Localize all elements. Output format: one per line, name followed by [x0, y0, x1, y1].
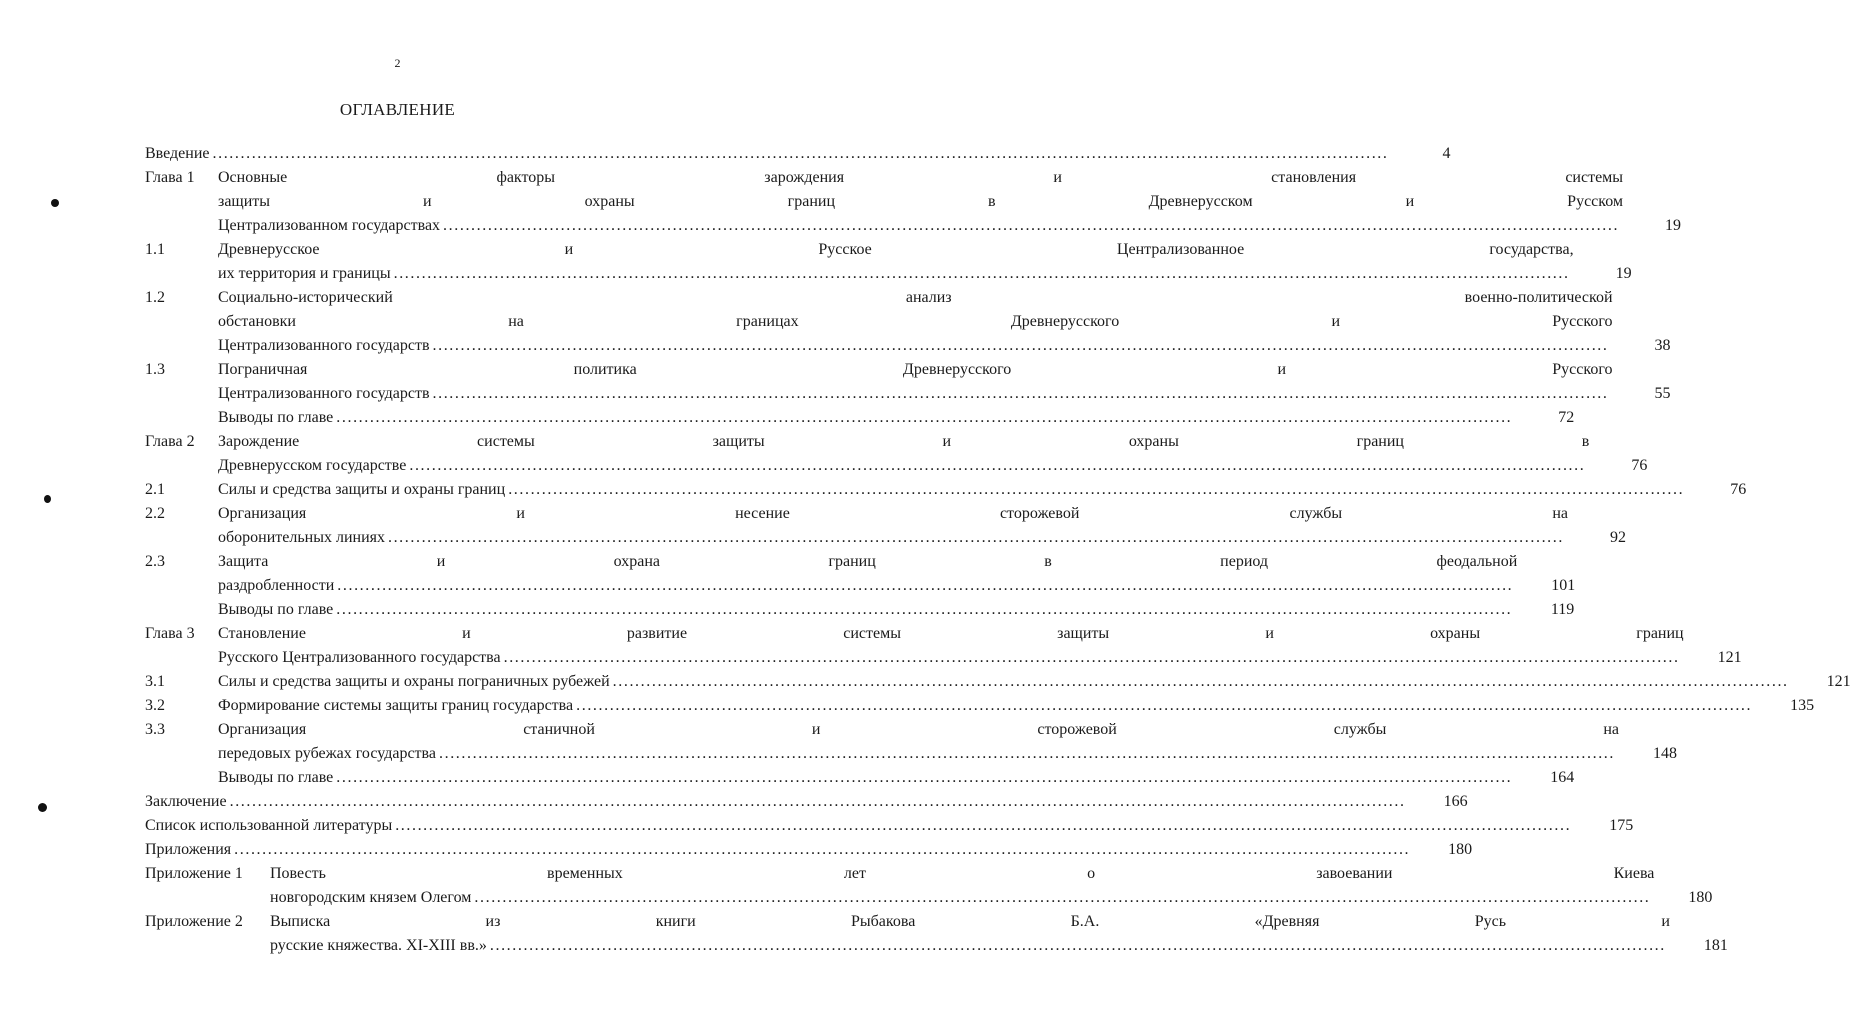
dot-leader — [576, 694, 1752, 718]
toc-entry-number: 3.2 — [145, 697, 165, 714]
toc-entry[interactable] — [145, 718, 1677, 766]
dot-leader — [504, 646, 1680, 670]
dot-leader — [443, 214, 1619, 238]
toc-page-number: 101 — [1551, 577, 1576, 594]
dot-leader — [409, 454, 1585, 478]
dot-leader — [395, 814, 1571, 838]
toc-entry-text: Становление и развитие системы защиты и охраны границ — [218, 625, 1684, 642]
toc-page-number: 164 — [1550, 769, 1575, 786]
toc-page-number: 92 — [1609, 529, 1626, 546]
toc-entry[interactable] — [145, 622, 1742, 670]
toc-entry[interactable] — [145, 478, 1747, 502]
toc-page-number: 121 — [1717, 649, 1742, 666]
toc-entry[interactable] — [145, 766, 1575, 790]
toc-entry-text: Силы и средства защиты и охраны пограничных рубежей — [218, 673, 610, 690]
toc-entry-last-line — [270, 934, 1728, 958]
dot-leader — [213, 142, 1389, 166]
dot-leader — [388, 526, 1564, 550]
toc-entry-last-line — [218, 334, 1671, 358]
table-of-contents — [145, 142, 1851, 958]
toc-entry[interactable] — [145, 814, 1634, 838]
toc-entry-number: Глава 3 — [145, 625, 195, 642]
toc-entry-last-line — [270, 886, 1712, 910]
toc-entry[interactable] — [145, 166, 1682, 238]
toc-entry-number: Приложение 1 — [145, 865, 243, 882]
toc-entry-last-line — [218, 646, 1742, 670]
dot-leader — [433, 334, 1609, 358]
toc-entry-last-line — [145, 790, 1468, 814]
toc-entry-last-line — [218, 454, 1647, 478]
toc-entry[interactable] — [145, 862, 1713, 910]
dot-leader — [613, 670, 1789, 694]
toc-entry[interactable] — [145, 670, 1851, 694]
toc-entry-text: Введение — [145, 145, 210, 162]
page-title: ОГЛАВЛЕНИЕ — [339, 100, 456, 119]
toc-entry-number: Глава 1 — [145, 169, 195, 186]
toc-entry-text: Зарождение системы защиты и охраны границ в — [218, 433, 1590, 450]
toc-entry-last-line — [145, 814, 1633, 838]
toc-entry-body — [270, 910, 1728, 958]
toc-entry-text: Древнерусское и Русское Централизованное государства, — [218, 241, 1574, 258]
toc-entry[interactable] — [145, 358, 1671, 406]
scan-speck — [44, 495, 51, 503]
toc-entry-number: Приложение 2 — [145, 913, 243, 930]
toc-page-number: 72 — [1558, 409, 1575, 426]
dot-leader — [336, 406, 1512, 430]
toc-entry[interactable] — [145, 838, 1473, 862]
toc-page-number: 166 — [1443, 793, 1468, 810]
toc-entry-text: Централизованном государствах — [218, 217, 441, 234]
scan-speck — [51, 199, 59, 207]
toc-entry-text: Защита и охрана границ в период феодальной — [218, 553, 1518, 570]
toc-entry-number: 2.2 — [145, 505, 165, 522]
toc-page-number: 180 — [1448, 841, 1473, 858]
toc-entry-text: Русского Централизованного государства — [218, 649, 501, 666]
toc-entry[interactable] — [145, 502, 1626, 550]
toc-entry[interactable] — [145, 430, 1648, 478]
toc-entry-body — [218, 502, 1626, 550]
toc-entry-text: обстановки на границах Древнерусского и Русского — [218, 313, 1613, 330]
page-number: 2 — [394, 56, 401, 70]
toc-entry-text: оборонительных линиях — [218, 529, 385, 546]
toc-page-number: 4 — [1442, 145, 1451, 162]
toc-entry-text: русские княжества. XI-XIII вв.» — [270, 937, 487, 954]
toc-page-number: 19 — [1665, 217, 1682, 234]
toc-entry-body — [218, 766, 1574, 790]
toc-entry-text: Выводы по главе — [218, 769, 334, 786]
toc-entry-body — [218, 358, 1671, 406]
toc-entry[interactable] — [145, 910, 1728, 958]
toc-entry-number: 2.3 — [145, 553, 165, 570]
toc-entry[interactable] — [145, 286, 1671, 358]
toc-entry-body — [218, 598, 1574, 622]
toc-entry-text: Пограничная политика Древнерусского и Русского — [218, 361, 1613, 378]
toc-entry-number: 1.1 — [145, 241, 165, 258]
toc-entry-text: Выписка из книги Рыбакова Б.А. «Древняя Русь и — [270, 913, 1670, 930]
toc-page-number: 121 — [1826, 673, 1851, 690]
toc-page-number: 181 — [1703, 937, 1728, 954]
toc-entry-body — [218, 238, 1632, 286]
toc-entry-last-line — [218, 382, 1671, 406]
toc-entry-last-line — [145, 142, 1451, 166]
toc-entry-number: 1.2 — [145, 289, 165, 306]
toc-entry-last-line — [218, 262, 1632, 286]
toc-entry-text: их территория и границы — [218, 265, 391, 282]
toc-entry-text: Централизованного государств — [218, 385, 430, 402]
toc-page-number: 148 — [1653, 745, 1677, 762]
toc-entry-text: Повесть временных лет о завоевании Киева — [270, 865, 1655, 882]
dot-leader — [433, 382, 1609, 406]
toc-entry-body — [218, 718, 1677, 766]
toc-entry-text: передовых рубежах государства — [218, 745, 436, 762]
toc-entry-text: Выводы по главе — [218, 409, 334, 426]
toc-entry-text: Организация станичной и сторожевой службы на — [218, 721, 1619, 738]
toc-entry-last-line — [145, 838, 1472, 862]
toc-entry-body — [218, 406, 1574, 430]
toc-page-number: 76 — [1631, 457, 1648, 474]
toc-entry-body — [270, 862, 1712, 910]
toc-entry-last-line — [218, 766, 1574, 790]
toc-entry-text: Формирование системы защиты границ государства — [218, 697, 574, 714]
dot-leader — [336, 766, 1512, 790]
toc-entry-text: Основные факторы зарождения и становления системы — [218, 169, 1624, 186]
toc-entry-body — [218, 286, 1671, 358]
toc-entry-text: защиты и охраны границ в Древнерусском и Русском — [218, 193, 1624, 210]
toc-entry-body — [145, 790, 1468, 814]
toc-entry-number: 3.3 — [145, 721, 165, 738]
toc-entry-body — [218, 166, 1681, 238]
toc-entry-text: Централизованного государств — [218, 337, 430, 354]
toc-entry-number: 2.1 — [145, 481, 165, 498]
toc-entry-text: Заключение — [145, 793, 227, 810]
toc-page-number: 55 — [1654, 385, 1671, 402]
dot-leader — [508, 478, 1684, 502]
toc-page-number: 175 — [1609, 817, 1634, 834]
toc-entry-text: Силы и средства защиты и охраны границ — [218, 481, 506, 498]
toc-entry-number: 3.1 — [145, 673, 165, 690]
toc-entry-body — [218, 622, 1742, 670]
toc-entry-text: Приложения — [145, 841, 232, 858]
toc-entry-number: 1.3 — [145, 361, 165, 378]
dot-leader — [439, 742, 1615, 766]
toc-entry-body — [218, 430, 1647, 478]
toc-entry-text: Организация и несение сторожевой службы на — [218, 505, 1568, 522]
toc-entry-text: раздробленности — [218, 577, 335, 594]
toc-entry-last-line — [218, 694, 1814, 718]
toc-entry[interactable] — [145, 238, 1632, 286]
toc-page-number: 19 — [1615, 265, 1632, 282]
toc-entry-last-line — [218, 742, 1677, 766]
toc-entry-last-line — [218, 478, 1746, 502]
toc-entry[interactable] — [145, 550, 1576, 598]
toc-entry[interactable] — [145, 598, 1575, 622]
toc-entry-body — [145, 142, 1451, 166]
dot-leader — [230, 790, 1406, 814]
toc-page-number: 180 — [1688, 889, 1713, 906]
toc-entry-text: новгородским князем Олегом — [270, 889, 472, 906]
toc-entry-body — [145, 814, 1633, 838]
toc-entry-text: Социально-исторический анализ военно-политической — [218, 289, 1613, 306]
toc-page-number: 135 — [1790, 697, 1815, 714]
toc-entry-body — [218, 670, 1851, 694]
toc-entry[interactable] — [145, 406, 1575, 430]
toc-page-number: 38 — [1654, 337, 1671, 354]
toc-entry-body — [218, 694, 1814, 718]
toc-page-number: 119 — [1550, 601, 1575, 618]
toc-entry-last-line — [218, 526, 1626, 550]
toc-entry-body — [145, 838, 1472, 862]
dot-leader — [337, 574, 1513, 598]
toc-entry[interactable] — [145, 694, 1815, 718]
toc-entry[interactable] — [145, 142, 1451, 166]
toc-entry-last-line — [218, 574, 1575, 598]
toc-entry-last-line — [218, 214, 1681, 238]
toc-entry-body — [218, 478, 1746, 502]
toc-entry[interactable] — [145, 790, 1468, 814]
toc-entry-last-line — [218, 598, 1574, 622]
toc-entry-last-line — [218, 670, 1851, 694]
toc-entry-last-line — [218, 406, 1574, 430]
dot-leader — [474, 886, 1650, 910]
toc-entry-text: Древнерусском государстве — [218, 457, 407, 474]
toc-page-number: 76 — [1730, 481, 1747, 498]
toc-entry-body — [218, 550, 1575, 598]
dot-leader — [336, 598, 1512, 622]
dot-leader — [234, 838, 1410, 862]
toc-entry-number: Глава 2 — [145, 433, 195, 450]
scan-speck — [38, 803, 47, 812]
dot-leader — [490, 934, 1666, 958]
toc-entry-text: Список использованной литературы — [145, 817, 393, 834]
dot-leader — [394, 262, 1570, 286]
toc-entry-text: Выводы по главе — [218, 601, 334, 618]
